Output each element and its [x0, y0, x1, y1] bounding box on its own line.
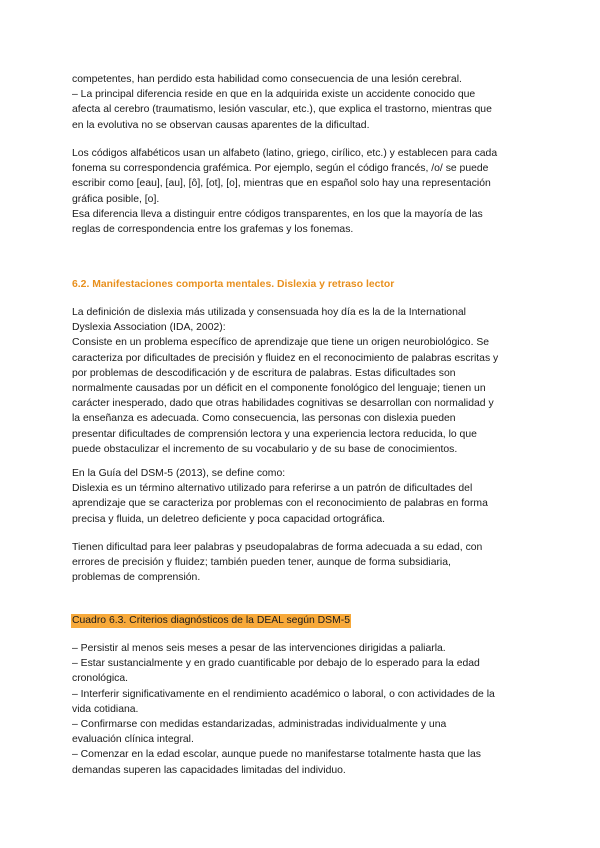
- text-line: En la Guía del DSM-5 (2013), se define como:: [72, 468, 286, 479]
- text-line: errores de precisión y fluidez; también pueden tener, aunque de forma subsidiaria,: [72, 557, 451, 569]
- text-line: precisa y fluida, un deletreo deficiente y poca capacidad ortográfica.: [72, 513, 386, 525]
- text-line: Los códigos alfabéticos usan un alfabeto (latino, griego, cirílico, etc.) y establecen para cada: [72, 148, 498, 159]
- section-heading: 6.2. Manifestaciones comporta mentales. Dislexia y retraso lector: [72, 279, 395, 290]
- list-item: – Persistir al menos seis meses a pesar de las intervenciones dirigidas a paliarla.: [72, 643, 446, 654]
- text-line: fonema su correspondencia grafémica. Por ejemplo, según el código francés, /o/ se puede: [72, 163, 489, 175]
- text-line: presentar dificultades de comprensión lectora y una experiencia lectora reducida, lo que: [72, 428, 477, 440]
- text-line: Dislexia es un término alternativo utilizado para referirse a un patrón de dificultades del: [72, 483, 473, 495]
- text-line: Esa diferencia lleva a distinguir entre códigos transparentes, en los que la mayoría de las: [72, 208, 483, 220]
- list-item: – Estar sustancialmente y en grado cuantificable por debajo de lo esperado para la edad: [72, 658, 480, 670]
- list-item: vida cotidiana.: [72, 703, 139, 715]
- dsm5-definition-paragraph: [72, 466, 534, 527]
- text-line: Consiste en un problema específico de aprendizaje que tiene un origen neurobiológico. Se: [72, 337, 490, 349]
- text-line: problemas de comprensión.: [72, 572, 201, 584]
- text-line: competentes, han perdido esta habilidad como consecuencia de una lesión cerebral.: [72, 74, 462, 85]
- list-item: cronológica.: [72, 673, 129, 685]
- text-line: gráfica posible, [o].: [72, 193, 160, 205]
- text-line: normalmente causadas por un déficit en el componente fonológico del lenguaje; tienen un: [72, 383, 486, 395]
- text-line: reglas de correspondencia entre los grafemas y los fonemas.: [72, 224, 354, 236]
- text-line: caracteriza por dificultades de precisión y fluidez en el reconocimiento de palabras escritas y: [72, 352, 499, 364]
- text-line: puede obstaculizar el incremento de su vocabulario y de su base de conocimientos.: [72, 443, 458, 455]
- list-item: demandas superen las capacidades limitadas del individuo.: [72, 764, 346, 776]
- list-item: – Confirmarse con medidas estandarizadas, administradas individualmente y una: [72, 719, 447, 731]
- criteria-list: [72, 641, 534, 778]
- intro-paragraph-1: [72, 72, 534, 133]
- text-line: Dyslexia Association (IDA, 2002):: [72, 322, 226, 334]
- text-line: Tienen dificultad para leer palabras y pseudopalabras de forma adecuada a su edad, con: [72, 542, 483, 553]
- text-line: La definición de dislexia más utilizada y consensuada hoy día es la de la International: [72, 307, 466, 318]
- list-item: – Interferir significativamente en el rendimiento académico o laboral, o con actividades de la: [72, 688, 495, 700]
- text-line: afecta al cerebro (traumatismo, lesión vascular, etc.), que explica el trastorno, mientras que: [72, 104, 492, 116]
- text-line: la enseñanza es adecuada. Como consecuencia, las personas con dislexia pueden: [72, 413, 456, 425]
- difficulties-paragraph: [72, 540, 534, 586]
- ida-definition-paragraph: [72, 305, 534, 457]
- text-line: carácter inesperado, dado que otras habilidades cognitivas se desarrollan con normalidad y: [72, 398, 494, 410]
- text-line: aprendizaje que se caracteriza por problemas con el reconocimiento de palabras en forma: [72, 498, 488, 510]
- intro-paragraph-2: [72, 146, 534, 237]
- list-item: – Comenzar en la edad escolar, aunque puede no manifestarse totalmente hasta que las: [72, 749, 481, 761]
- text-line: escribir como [eau], [au], [ô], [ot], [o], mientras que en español solo hay una representación: [72, 178, 491, 190]
- text-line: – La principal diferencia reside en que en la adquirida existe un accidente conocido que: [72, 89, 476, 101]
- text-line: en la evolutiva no se observan causas aparentes de la dificultad.: [72, 119, 370, 131]
- cuadro-title: Cuadro 6.3. Criterios diagnósticos de la DEAL según DSM-5: [72, 615, 350, 626]
- list-item: evaluación clínica integral.: [72, 734, 194, 746]
- text-line: por problemas de descodificación y de escritura de palabras. Estas dificultades son: [72, 367, 456, 379]
